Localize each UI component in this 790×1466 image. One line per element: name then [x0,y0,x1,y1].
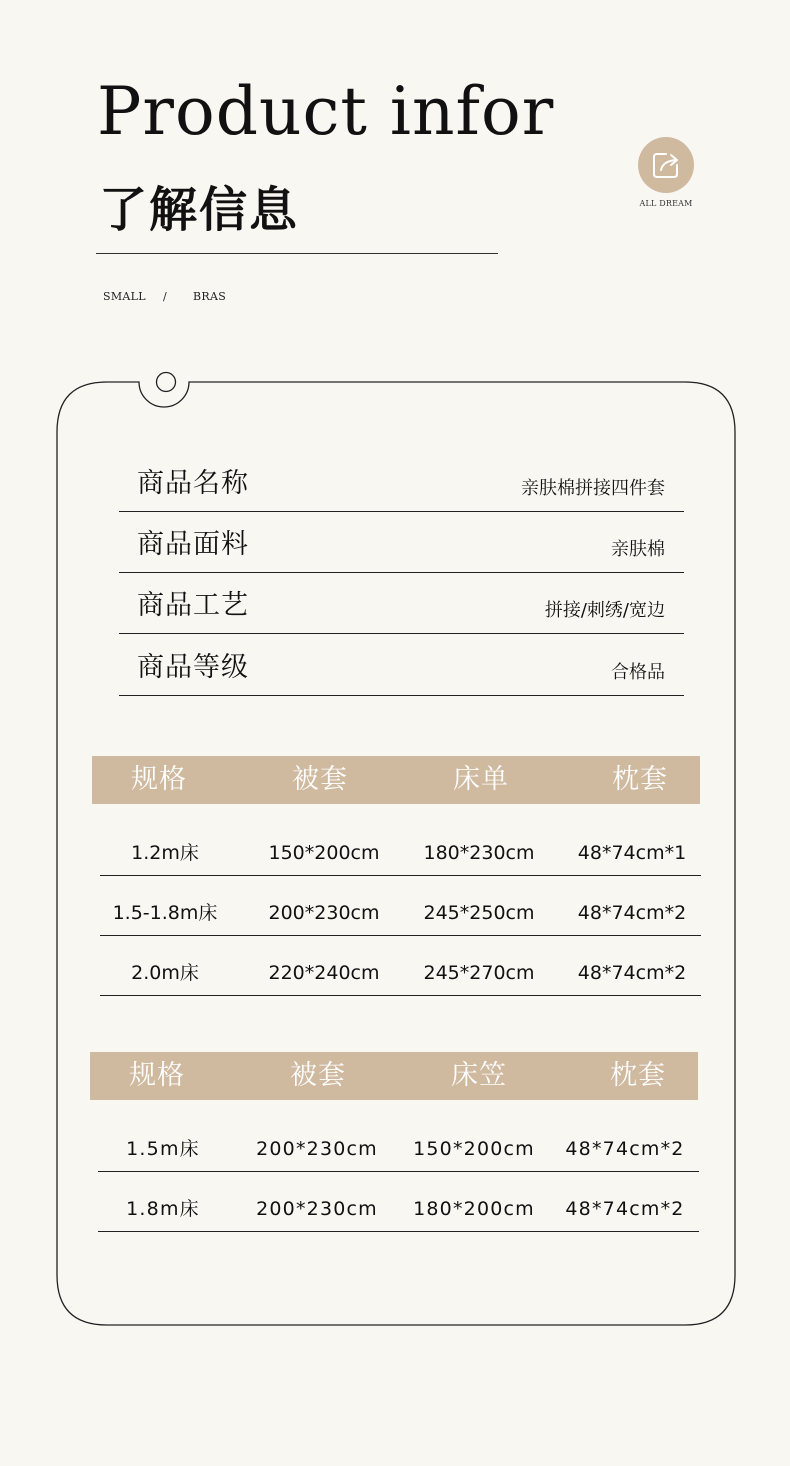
info-value: 合格品 [611,662,665,683]
table-cell: 48*74cm*2 [577,902,687,924]
header-cell: 被套 [292,764,348,795]
table-cell: 150*200cm [413,1138,535,1160]
hang-hole [157,373,176,392]
page-title-cn: 了解信息 [99,182,300,238]
breadcrumb-item-small: SMALL [103,290,146,303]
table-cell: 2.0m床 [131,962,199,984]
breadcrumb-separator: / [163,290,168,303]
table-header [90,1052,698,1100]
table-cell: 1.2m床 [131,842,199,864]
table-cell: 200*230cm [268,902,380,924]
header-cell: 床笠 [451,1060,507,1091]
info-label: 商品面料 [137,529,249,560]
table-cell: 1.5m床 [126,1138,200,1160]
table-cell: 245*250cm [423,902,535,924]
table-row [100,876,701,936]
info-value: 拼接/刺绣/宽边 [544,600,665,621]
table-cell: 48*74cm*2 [565,1138,685,1160]
page-title-en: Product infor [97,73,555,150]
info-row-fabric [119,511,684,573]
table-row [98,1172,699,1232]
table-cell: 1.8m床 [126,1198,200,1220]
table-row [98,1112,699,1172]
info-value: 亲肤棉拼接四件套 [521,478,665,499]
header-cell: 规格 [129,1060,185,1091]
share-label: ALL DREAM [639,199,693,208]
info-row-name [119,450,684,512]
table-cell: 48*74cm*2 [577,962,687,984]
info-row-grade [119,634,684,696]
breadcrumb-item-bras: BRAS [193,290,227,303]
info-label: 商品等级 [137,652,249,683]
table-cell: 200*230cm [256,1198,378,1220]
info-row-craft [119,572,684,634]
header-cell: 枕套 [610,1060,666,1091]
info-value: 亲肤棉 [611,539,665,560]
header-cell: 枕套 [612,764,668,795]
table-cell: 245*270cm [423,962,535,984]
table-row [100,816,701,876]
info-label: 商品工艺 [137,590,249,621]
table-row [100,936,701,996]
table-cell: 48*74cm*1 [577,842,687,864]
header-cell: 床单 [453,764,509,795]
table-cell: 200*230cm [256,1138,378,1160]
table-cell: 1.5-1.8m床 [112,902,218,924]
header-cell: 被套 [290,1060,346,1091]
table-header [92,756,700,804]
table-cell: 220*240cm [268,962,380,984]
table-cell: 180*200cm [413,1198,535,1220]
info-label: 商品名称 [137,468,249,499]
table-cell: 48*74cm*2 [565,1198,685,1220]
table-cell: 180*230cm [423,842,535,864]
table-cell: 150*200cm [268,842,380,864]
header-cell: 规格 [131,764,187,795]
